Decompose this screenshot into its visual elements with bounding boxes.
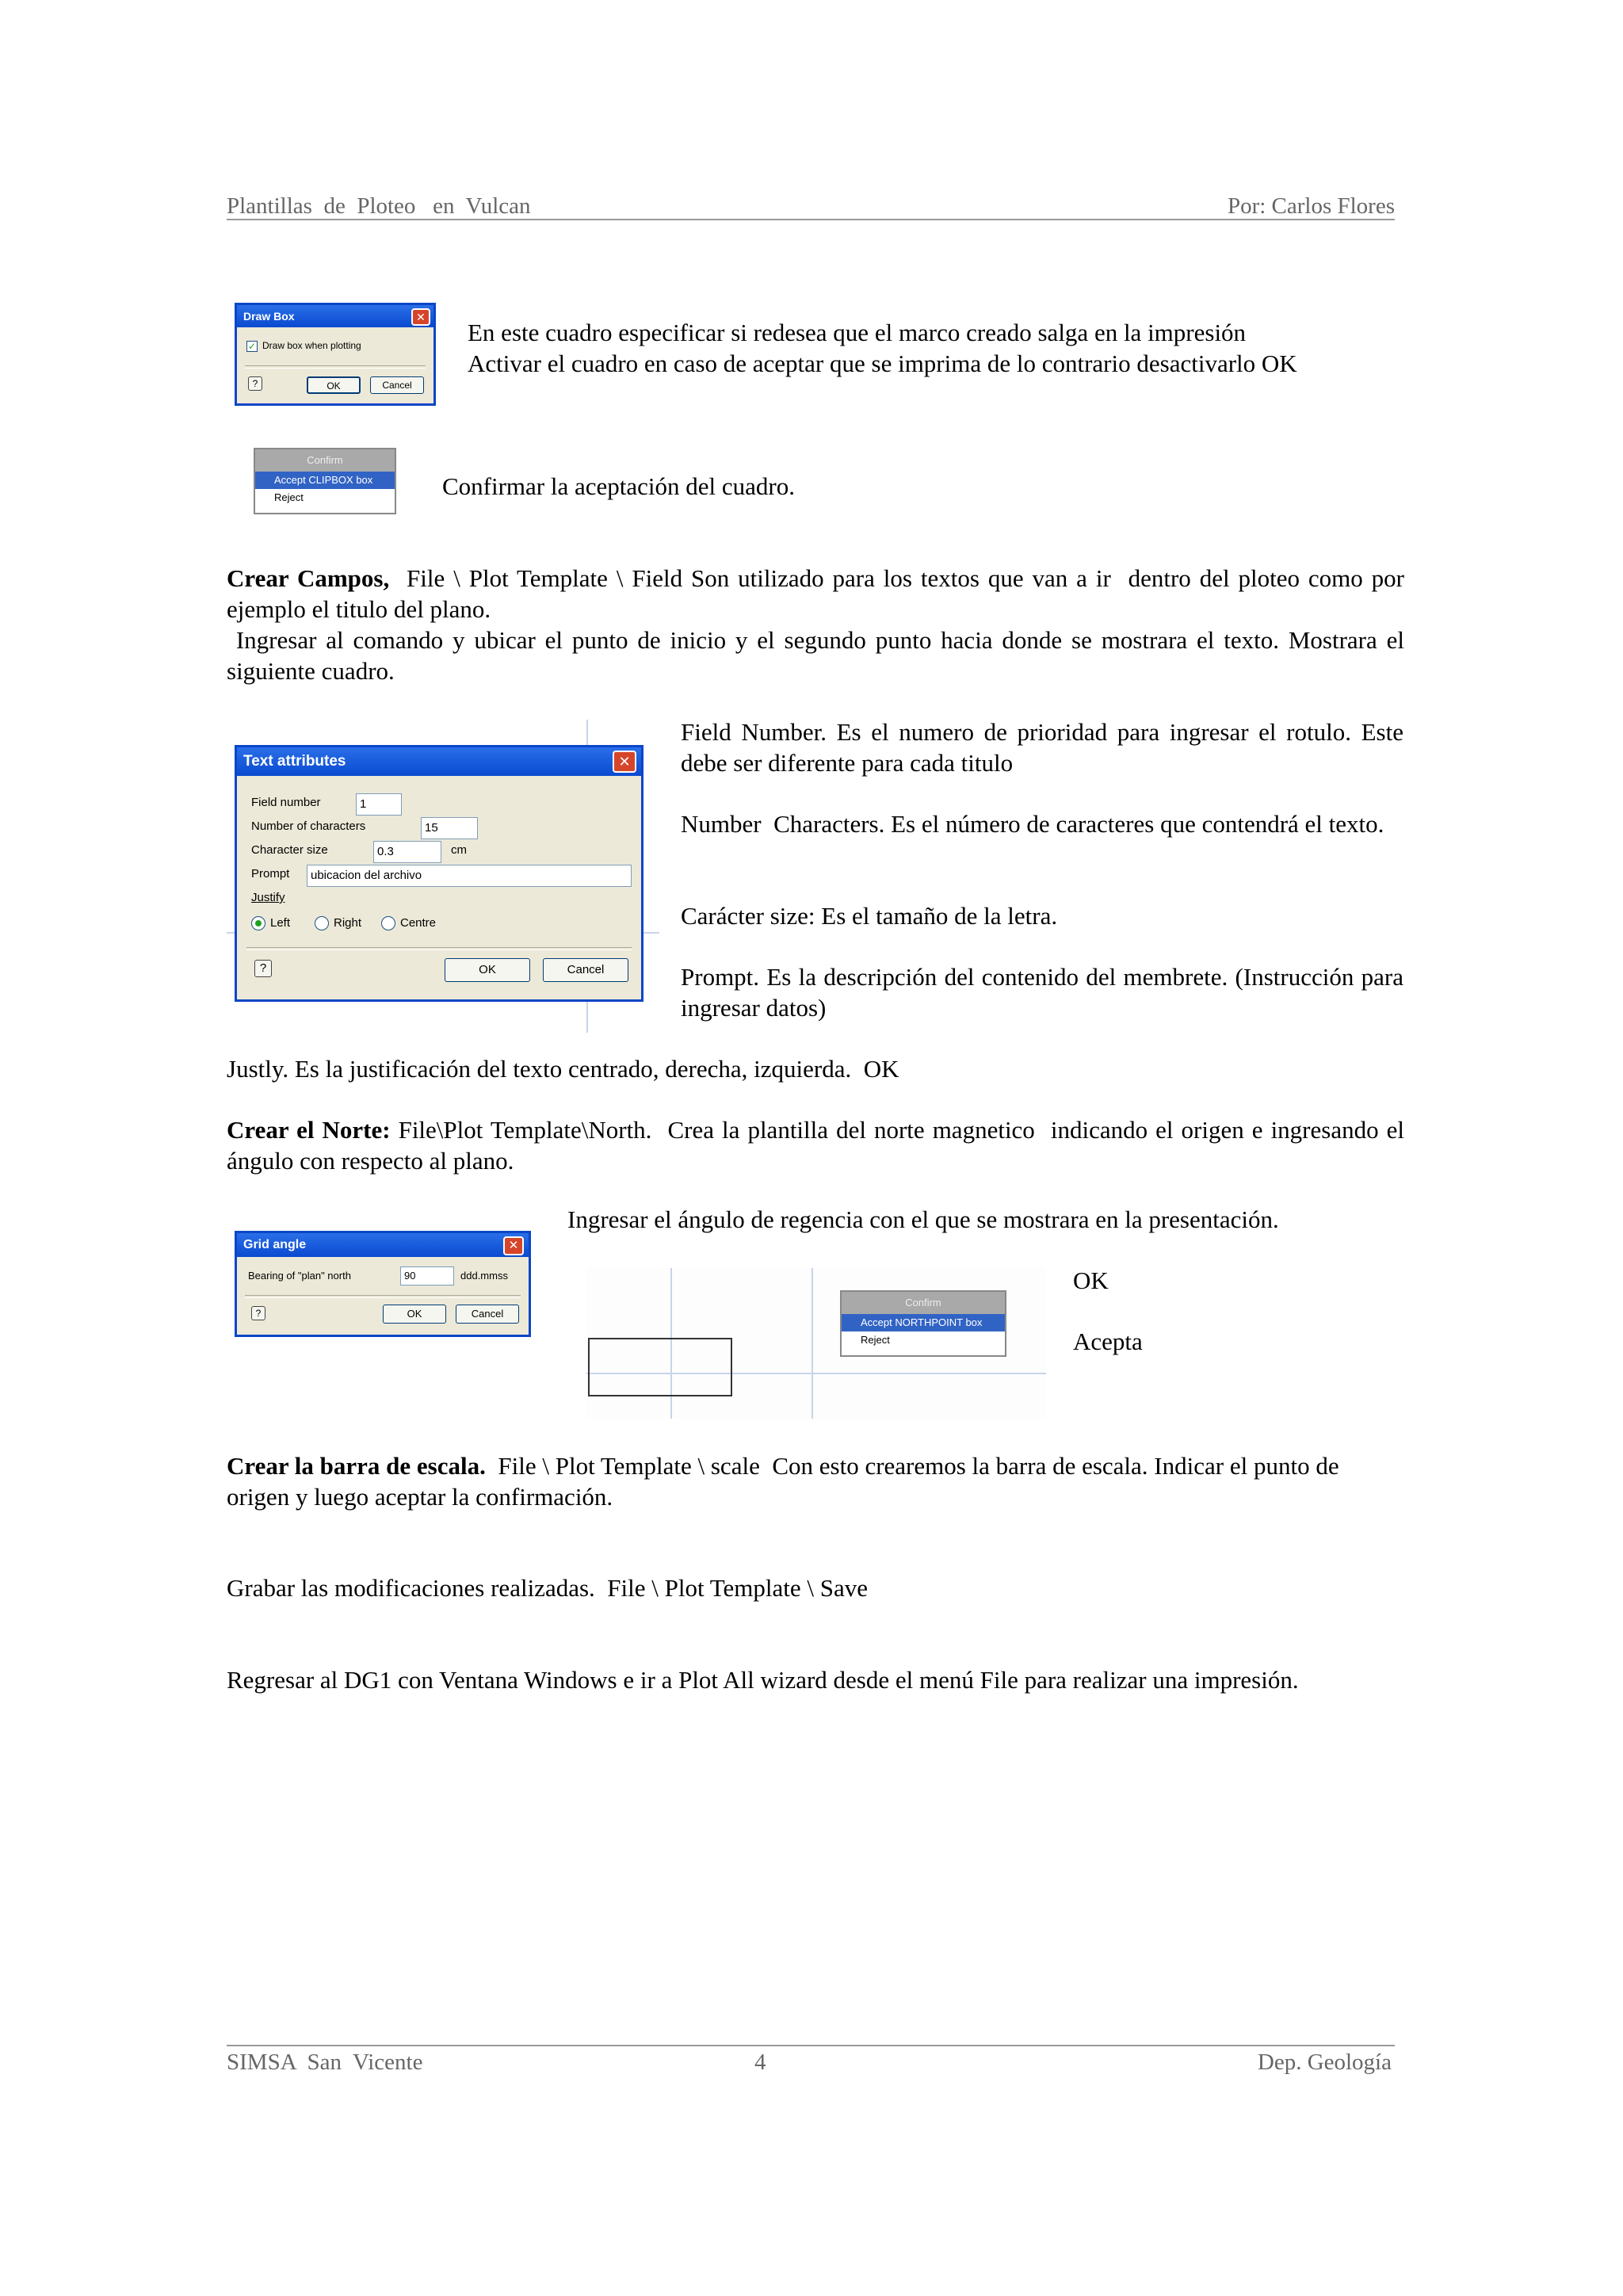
grid-angle-title-bar — [237, 1233, 529, 1257]
justify-right-label: Right — [334, 916, 362, 930]
header-rule — [227, 219, 1395, 220]
draw-box-title: Draw Box — [243, 310, 295, 323]
text-attributes-dialog — [235, 745, 643, 1002]
regresar-text: Regresar al DG1 con Ventana Windows e ir a Plot All wizard desde el menú File para realizar una impresión. — [227, 1666, 1299, 1694]
grid-angle-separator — [245, 1295, 521, 1298]
escala-paragraph — [227, 1450, 1352, 1512]
header-left: Plantillas de Ploteo en Vulcan — [227, 193, 531, 219]
text-attributes-ok-button[interactable]: OK — [445, 958, 530, 982]
field-number-input[interactable]: 1 — [356, 793, 402, 816]
field-desc-2: Number Characters. Es el número de caracteres que contendrá el texto. — [681, 810, 1384, 838]
draw-box-text-1: En este cuadro especificar si redesea que el marco creado salga en la impresión — [468, 319, 1247, 346]
campos-heading: Crear Campos, — [227, 564, 390, 592]
char-size-label: Character size — [251, 843, 328, 857]
footer-page-number: 4 — [754, 2050, 766, 2075]
escala-heading: Crear la barra de escala. — [227, 1452, 486, 1480]
confirm-clipbox-accept[interactable]: Accept CLIPBOX box — [255, 472, 395, 489]
grid-text: Ingresar el ángulo de regencia con el que se mostrara en la presentación. — [567, 1205, 1279, 1233]
confirm-northpoint-menu — [840, 1290, 1006, 1357]
text-attributes-title: Text attributes — [243, 753, 346, 770]
norte-text: File\Plot Template\North. Crea la plantilla del norte magnetico indicando el origen e ingresando el ángulo con respecto al plano. — [227, 1116, 1411, 1175]
draw-box-dialog — [235, 303, 436, 406]
justly-text: Justly. Es la justificación del texto centrado, derecha, izquierda. OK — [227, 1055, 899, 1083]
drawn-box — [588, 1338, 732, 1396]
grid-angle-unit: ddd.mmss — [460, 1270, 508, 1282]
confirm-clipbox-title: Confirm — [255, 449, 395, 472]
footer-right: Dep. Geología — [1257, 2050, 1392, 2075]
grid-angle-close-button[interactable]: ✕ — [503, 1236, 524, 1255]
draw-box-checkbox-label: Draw box when plotting — [262, 340, 361, 351]
draw-box-separator — [245, 365, 426, 369]
footer-left: SIMSA San Vicente — [227, 2050, 423, 2075]
footer-rule — [227, 2045, 1395, 2046]
text-attributes-cancel-button[interactable]: Cancel — [543, 958, 628, 982]
grid-angle-dialog — [235, 1231, 531, 1337]
grid-angle-cancel-button[interactable]: Cancel — [456, 1305, 519, 1324]
confirm-northpoint-title: Confirm — [842, 1292, 1005, 1314]
text-attributes-title-bar — [237, 747, 641, 776]
campos-line1: File \ Plot Template \ Field Son utilizado para los textos que van a ir dentro del ploteo como por ejemplo el titulo del plano. — [227, 564, 1411, 623]
justify-centre-radio[interactable] — [381, 916, 395, 930]
ok-text: OK — [1073, 1266, 1109, 1294]
field-number-label: Field number — [251, 796, 321, 809]
char-size-input[interactable]: 0.3 — [373, 841, 441, 863]
confirm-northpoint-reject[interactable]: Reject — [861, 1334, 890, 1346]
text-attributes-close-button[interactable]: ✕ — [613, 751, 636, 773]
justify-left-label: Left — [270, 916, 291, 930]
field-desc-1: Field Number. Es el numero de prioridad para ingresar el rotulo. Este debe ser diferente para cada titulo — [681, 718, 1403, 777]
field-desc-4: Prompt. Es la descripción del contenido del membrete. (Instrucción para ingresar datos) — [681, 963, 1403, 1022]
escala-text: File \ Plot Template \ scale Con esto crearemos la barra de escala. Indicar el punto de origen y luego aceptar la confirmación. — [227, 1452, 1346, 1511]
prompt-input[interactable]: ubicacion del archivo — [307, 865, 632, 887]
norte-heading: Crear el Norte: — [227, 1116, 391, 1144]
draw-box-close-button[interactable]: ✕ — [411, 308, 430, 326]
draw-box-ok-button[interactable]: OK — [307, 376, 361, 394]
justify-label: Justify — [251, 891, 285, 904]
grid-angle-title: Grid angle — [243, 1238, 307, 1251]
drawing-vline-2 — [812, 1268, 813, 1419]
confirm-northpoint-accept[interactable]: Accept NORTHPOINT box — [842, 1314, 1005, 1331]
char-size-unit: cm — [451, 843, 467, 857]
num-chars-label: Number of characters — [251, 819, 366, 833]
confirm-clipbox-menu — [254, 448, 396, 514]
grid-angle-ok-button[interactable]: OK — [383, 1305, 446, 1324]
acepta-text: Acepta — [1073, 1328, 1143, 1355]
grid-angle-help-icon[interactable]: ? — [251, 1306, 265, 1320]
grabar-text: Grabar las modificaciones realizadas. File \ Plot Template \ Save — [227, 1574, 869, 1602]
draw-box-checkbox[interactable]: ✓ — [247, 341, 257, 352]
campos-line2: Ingresar al comando y ubicar el punto de inicio y el segundo punto hacia donde se mostrara el texto. Mostrara el siguiente cuadro. — [227, 626, 1411, 685]
campos-paragraph — [227, 563, 1411, 625]
num-chars-input[interactable]: 15 — [421, 817, 478, 839]
header-right: Por: Carlos Flores — [1227, 193, 1395, 219]
norte-paragraph — [227, 1114, 1411, 1176]
draw-box-title-bar — [237, 305, 433, 327]
confirm-text: Confirmar la aceptación del cuadro. — [442, 472, 795, 500]
field-desc-3: Carácter size: Es el tamaño de la letra. — [681, 902, 1058, 930]
draw-box-text-2: Activar el cuadro en caso de aceptar que se imprima de lo contrario desactivarlo OK — [468, 350, 1297, 377]
grid-angle-input[interactable]: 90 — [400, 1266, 454, 1286]
text-attributes-separator — [246, 947, 632, 950]
confirm-clipbox-reject[interactable]: Reject — [274, 491, 304, 503]
prompt-label: Prompt — [251, 867, 290, 881]
justify-right-radio[interactable] — [315, 916, 329, 930]
draw-box-help-icon[interactable]: ? — [248, 376, 262, 391]
grid-angle-label: Bearing of "plan" north — [248, 1270, 351, 1282]
justify-left-radio[interactable] — [251, 916, 265, 930]
text-attributes-help-icon[interactable]: ? — [254, 960, 272, 977]
draw-box-cancel-button[interactable]: Cancel — [370, 376, 424, 394]
justify-centre-label: Centre — [400, 916, 437, 930]
